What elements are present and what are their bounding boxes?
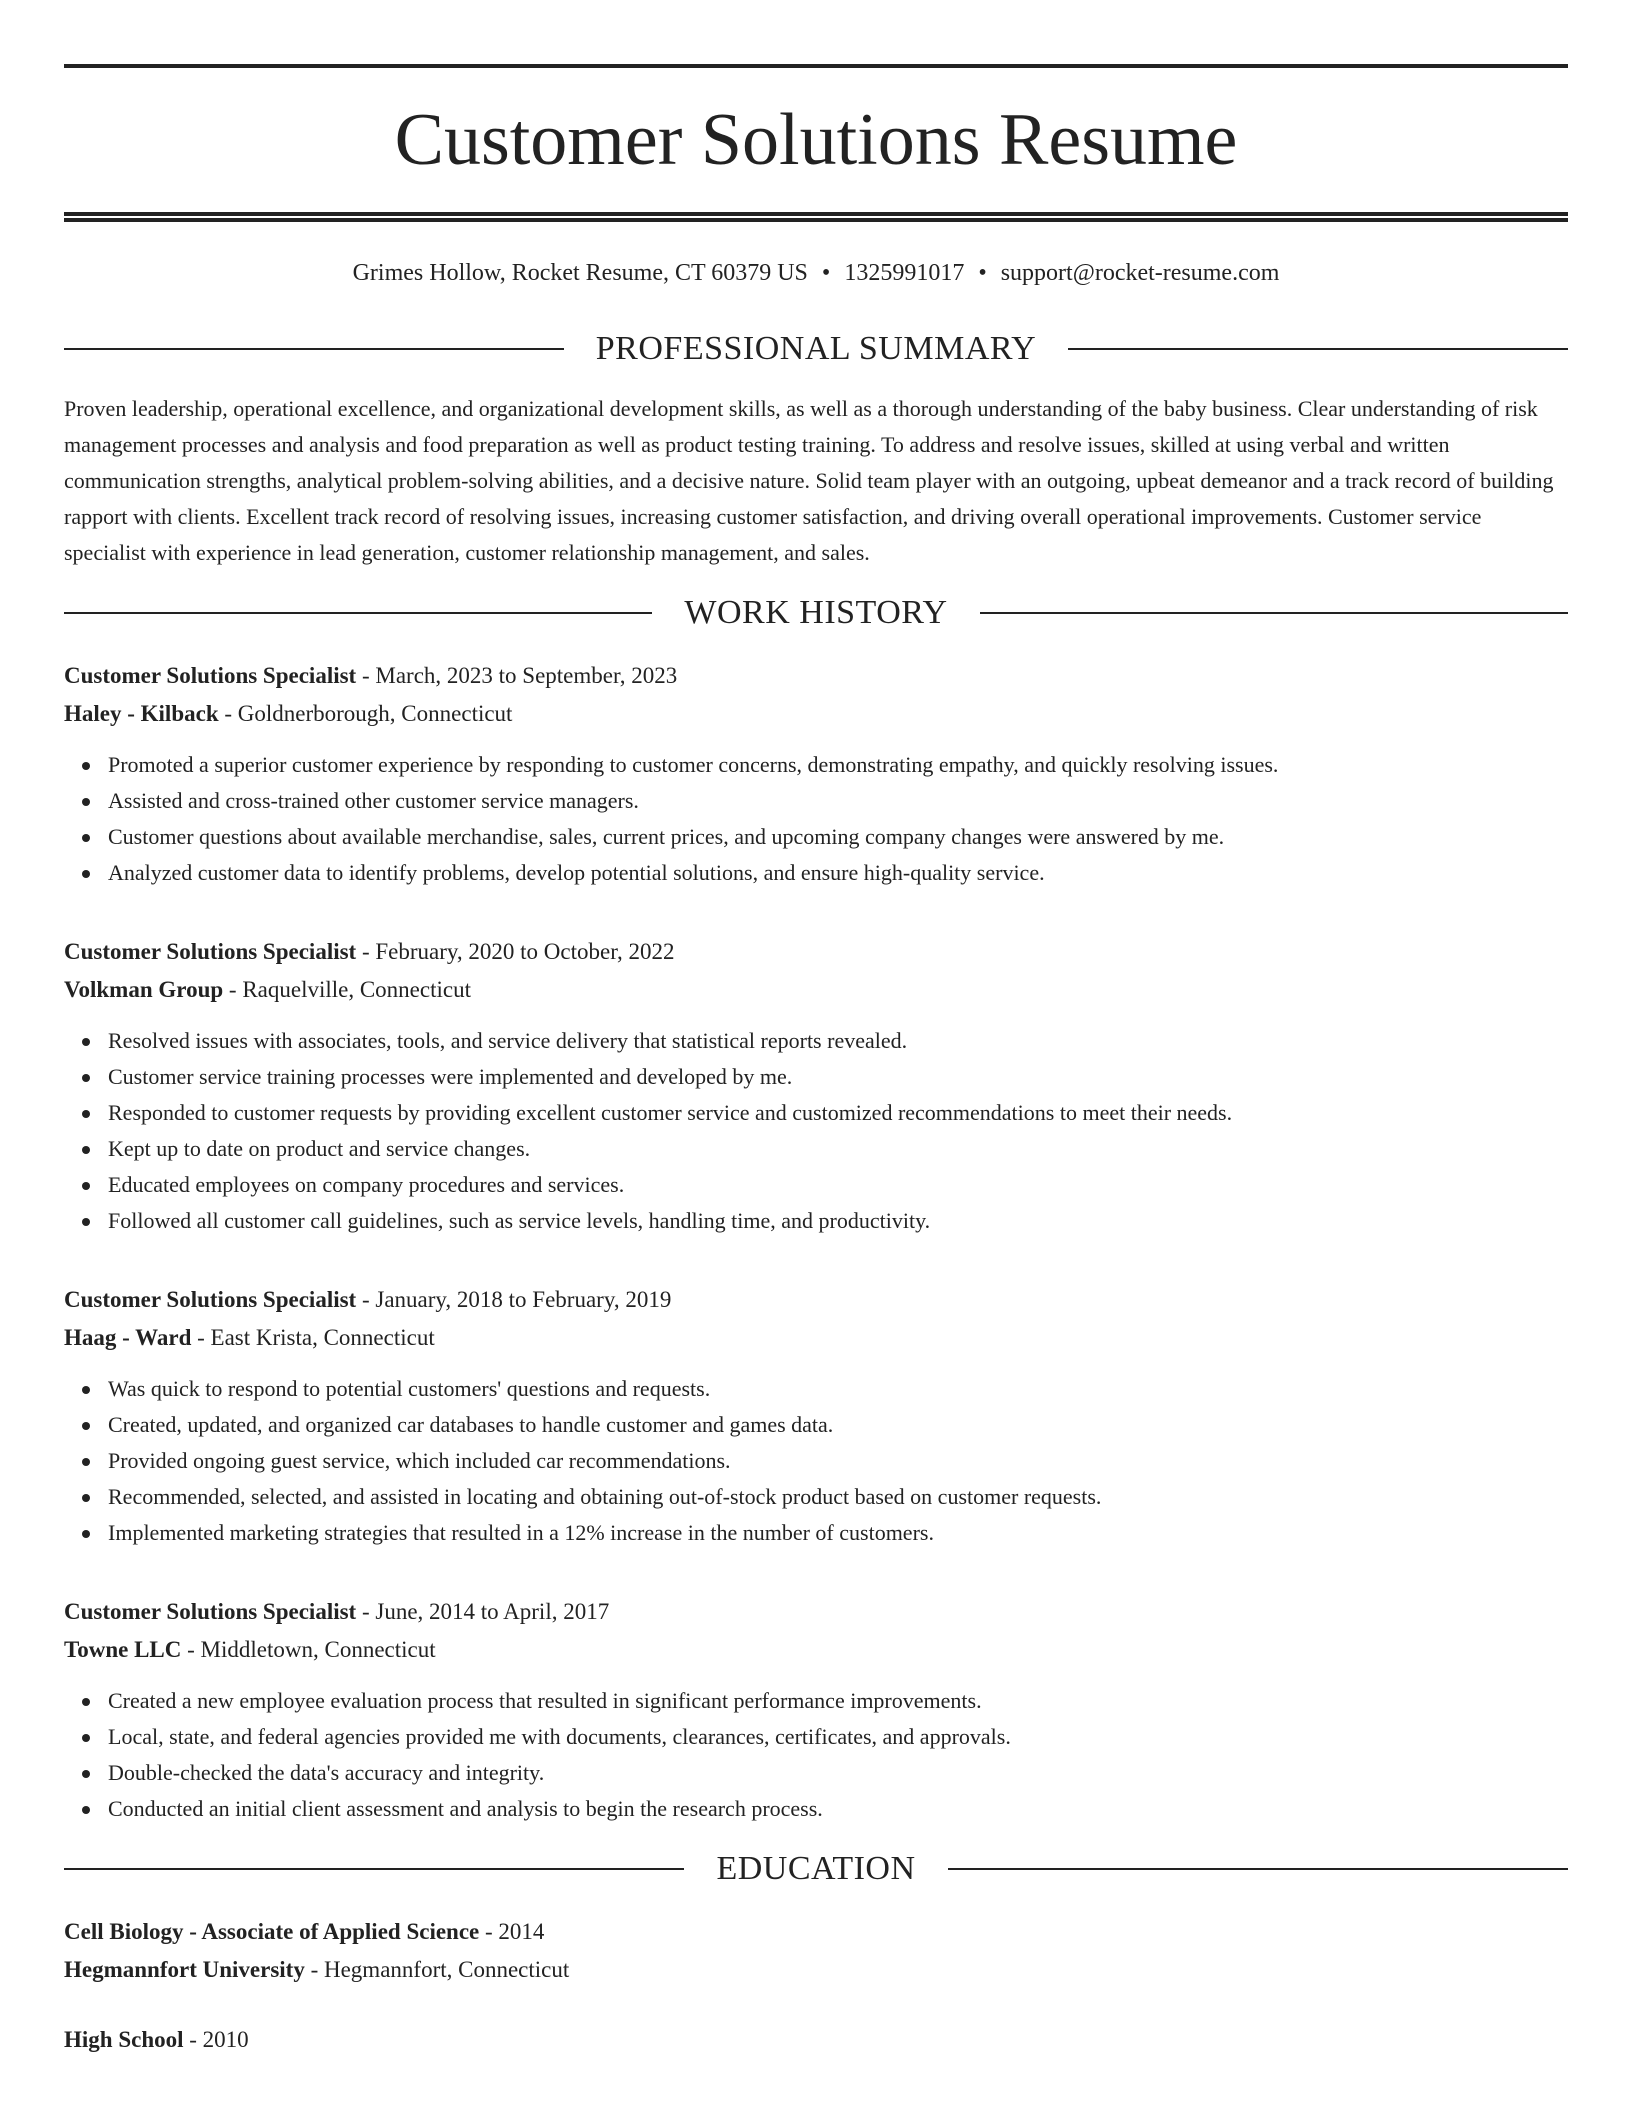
- bullet-icon: [82, 1038, 90, 1046]
- degree-name: High School: [64, 2027, 184, 2052]
- list-item: [108, 1443, 1568, 1479]
- list-item: [108, 1059, 1568, 1095]
- job-title: Customer Solutions Specialist: [64, 663, 357, 688]
- bullet-icon: [82, 1458, 90, 1466]
- job-entry: [64, 1593, 1568, 1827]
- list-item: [108, 1479, 1568, 1515]
- job-location: - Middletown, Connecticut: [181, 1637, 436, 1662]
- job-company-line: [64, 1319, 1568, 1357]
- job-company: Haag - Ward: [64, 1325, 192, 1350]
- bullet-text: Customer service training processes were implemented and developed by me.: [108, 1064, 793, 1089]
- bullet-icon: [82, 1734, 90, 1742]
- bullet-text: Followed all customer call guidelines, such as service levels, handling time, and productivity.: [108, 1208, 931, 1233]
- contact-address: Grimes Hollow, Rocket Resume, CT 60379 US: [352, 260, 808, 286]
- job-entry: [64, 1281, 1568, 1551]
- heading-rule-left: [64, 348, 564, 350]
- job-title-line: [64, 1593, 1568, 1631]
- bullet-text: Responded to customer requests by providing excellent customer service and customized recommendations to meet their needs.: [108, 1100, 1233, 1125]
- job-dates: - March, 2023 to September, 2023: [356, 663, 678, 688]
- bullet-icon: [82, 1074, 90, 1082]
- bullet-icon: [82, 1218, 90, 1226]
- bullet-icon: [82, 1494, 90, 1502]
- job-title-line: [64, 657, 1568, 695]
- contact-phone: 1325991017: [844, 260, 965, 286]
- contact-separator: •: [978, 260, 987, 286]
- bullet-icon: [82, 1698, 90, 1706]
- bullet-icon: [82, 1182, 90, 1190]
- list-item: [108, 1791, 1568, 1827]
- job-title: Customer Solutions Specialist: [64, 1599, 357, 1624]
- heading-rule-right: [948, 1868, 1568, 1870]
- work-history-list: [64, 657, 1568, 1827]
- bullet-text: Was quick to respond to potential customers' questions and requests.: [108, 1376, 711, 1401]
- job-title-line: [64, 933, 1568, 971]
- degree-name: Cell Biology - Associate of Applied Science: [64, 1919, 480, 1944]
- list-item: [108, 747, 1568, 783]
- work-section-heading: [64, 593, 1568, 633]
- bullet-icon: [82, 1530, 90, 1538]
- list-item: [108, 1203, 1568, 1239]
- list-item: [108, 1131, 1568, 1167]
- summary-section-heading: [64, 329, 1568, 369]
- summary-heading-label: PROFESSIONAL SUMMARY: [595, 330, 1037, 367]
- list-item: [108, 819, 1568, 855]
- list-item: [108, 1683, 1568, 1719]
- job-company-line: [64, 971, 1568, 1009]
- bullet-text: Recommended, selected, and assisted in locating and obtaining out-of-stock product based on customer requests.: [108, 1484, 1102, 1509]
- heading-rule-left: [64, 612, 652, 614]
- degree-year: - 2014: [479, 1919, 545, 1944]
- list-item: [108, 1407, 1568, 1443]
- top-rule: [64, 64, 1568, 68]
- bullet-text: Analyzed customer data to identify problems, develop potential solutions, and ensure high-quality service.: [108, 860, 1045, 885]
- contact-email: support@rocket-resume.com: [1000, 260, 1280, 286]
- education-heading-label: EDUCATION: [716, 1850, 916, 1887]
- job-title: Customer Solutions Specialist: [64, 939, 357, 964]
- bullet-icon: [82, 1770, 90, 1778]
- job-bullets: [64, 747, 1568, 891]
- bullet-text: Educated employees on company procedures and services.: [108, 1172, 625, 1197]
- job-location: - Goldnerborough, Connecticut: [218, 701, 513, 726]
- job-bullets: [64, 1371, 1568, 1551]
- bullet-text: Created, updated, and organized car databases to handle customer and games data.: [108, 1412, 834, 1437]
- bullet-icon: [82, 1422, 90, 1430]
- heading-rule-right: [1068, 348, 1568, 350]
- bullet-text: Conducted an initial client assessment and analysis to begin the research process.: [108, 1796, 823, 1821]
- heading-rule-right: [980, 612, 1568, 614]
- resume-title: Customer Solutions Resume: [394, 99, 1238, 181]
- bullet-text: Local, state, and federal agencies provided me with documents, clearances, certificates, and approvals.: [108, 1724, 1011, 1749]
- school-line: [64, 1951, 1568, 1989]
- list-item: [108, 1515, 1568, 1551]
- bullet-text: Kept up to date on product and service changes.: [108, 1136, 531, 1161]
- list-item: [108, 1719, 1568, 1755]
- education-entry: [64, 1913, 1568, 1989]
- degree-year: - 2010: [183, 2027, 249, 2052]
- bullet-text: Provided ongoing guest service, which included car recommendations.: [108, 1448, 731, 1473]
- contact-separator: •: [821, 260, 831, 286]
- heading-rule-left: [64, 1868, 684, 1870]
- degree-line: [64, 2021, 1568, 2059]
- list-item: [108, 1167, 1568, 1203]
- job-bullets: [64, 1683, 1568, 1827]
- job-dates: - January, 2018 to February, 2019: [356, 1287, 672, 1312]
- work-heading-label: WORK HISTORY: [684, 594, 948, 631]
- list-item: [108, 1023, 1568, 1059]
- school-name: Hegmannfort University: [64, 1957, 305, 1982]
- title-double-rule: [64, 212, 1568, 222]
- bullet-text: Double-checked the data's accuracy and integrity.: [108, 1760, 545, 1785]
- job-entry: [64, 657, 1568, 891]
- bullet-text: Created a new employee evaluation process that resulted in significant performance improvements.: [108, 1688, 982, 1713]
- job-dates: - June, 2014 to April, 2017: [356, 1599, 610, 1624]
- job-location: - Raquelville, Connecticut: [223, 977, 471, 1002]
- education-entry: [64, 2021, 1568, 2059]
- bullet-icon: [82, 762, 90, 770]
- list-item: [108, 783, 1568, 819]
- bullet-icon: [82, 1386, 90, 1394]
- job-company-line: [64, 695, 1568, 733]
- bullet-icon: [82, 1110, 90, 1118]
- job-entry: [64, 933, 1568, 1239]
- summary-text: Proven leadership, operational excellence, and organizational development skills, as well as a thorough understanding of the baby business. Clear understanding of risk management processes and analysis and food preparation as well as product testing training. To address and resolve issues, skilled at using verbal and written communication strengths, analytical problem-solving abilities, and a decisive nature. Solid team player with an outgoing, upbeat demeanor and a track record of building rapport with clients. Excellent track record of resolving issues, increasing customer satisfaction, and driving overall operational improvements. Customer service specialist with experience in lead generation, customer relationship management, and sales.: [64, 396, 1554, 565]
- job-bullets: [64, 1023, 1568, 1239]
- school-location: - Hegmannfort, Connecticut: [304, 1957, 570, 1982]
- bullet-icon: [82, 798, 90, 806]
- bullet-icon: [82, 834, 90, 842]
- bullet-icon: [82, 870, 90, 878]
- list-item: [108, 1095, 1568, 1131]
- job-dates: - February, 2020 to October, 2022: [356, 939, 675, 964]
- job-title-line: [64, 1281, 1568, 1319]
- bullet-text: Assisted and cross-trained other customer service managers.: [108, 788, 639, 813]
- list-item: [108, 855, 1568, 891]
- list-item: [108, 1371, 1568, 1407]
- degree-line: [64, 1913, 1568, 1951]
- job-location: - East Krista, Connecticut: [191, 1325, 435, 1350]
- job-company: Towne LLC: [64, 1637, 182, 1662]
- contact-line: [64, 257, 1568, 289]
- bullet-icon: [82, 1146, 90, 1154]
- job-company: Haley - Kilback: [64, 701, 219, 726]
- bullet-icon: [82, 1806, 90, 1814]
- bullet-text: Implemented marketing strategies that resulted in a 12% increase in the number of customers.: [108, 1520, 934, 1545]
- bullet-text: Resolved issues with associates, tools, and service delivery that statistical reports revealed.: [108, 1028, 908, 1053]
- job-company: Volkman Group: [64, 977, 224, 1002]
- job-title: Customer Solutions Specialist: [64, 1287, 357, 1312]
- resume-page: [64, 64, 1568, 2059]
- education-section-heading: [64, 1849, 1568, 1889]
- bullet-text: Customer questions about available merchandise, sales, current prices, and upcoming company changes were answered by me.: [108, 824, 1225, 849]
- job-company-line: [64, 1631, 1568, 1669]
- list-item: [108, 1755, 1568, 1791]
- bullet-text: Promoted a superior customer experience by responding to customer concerns, demonstrating empathy, and quickly resolving issues.: [108, 752, 1279, 777]
